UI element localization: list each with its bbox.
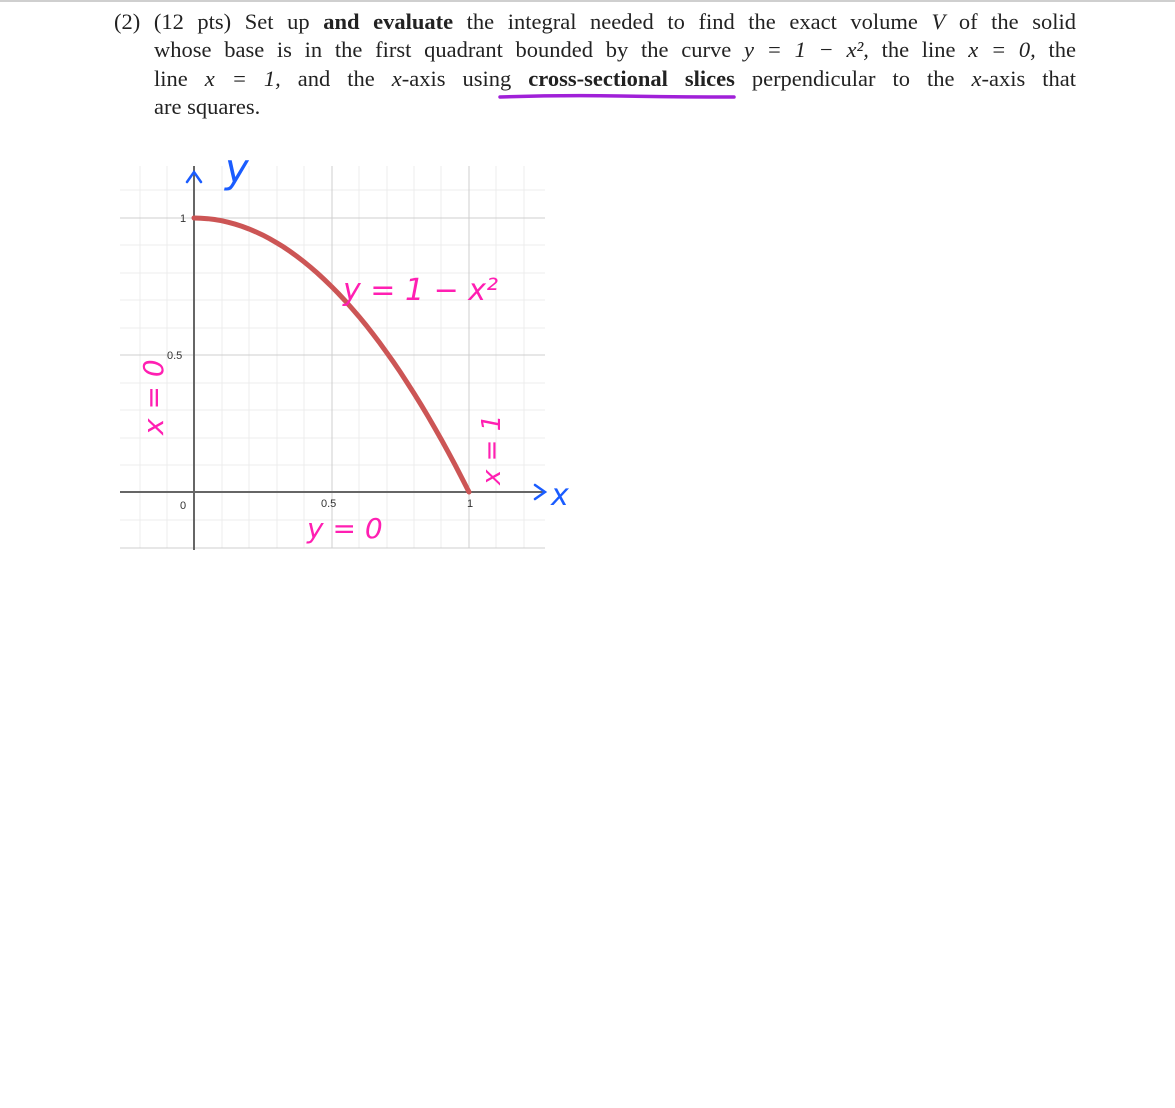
problem-number: (2) <box>114 9 141 34</box>
problem-points: (12 pts) <box>153 9 232 34</box>
right-bound-label: x = 1 <box>477 414 507 485</box>
graph-svg <box>115 130 635 570</box>
bold-cross-sectional-slices: cross-sectional slices <box>528 65 735 91</box>
tick-y-1: 1 <box>180 213 187 225</box>
y-axis-label: y <box>225 146 249 192</box>
x-axis-label: x <box>551 478 569 513</box>
purple-underline <box>500 96 734 97</box>
tick-x-1: 1 <box>467 498 474 510</box>
problem-line-3: line x = 1, and the x-axis using cross-sectional slices perpendicular to the x-axis that <box>154 65 1076 91</box>
left-bound-label: x = 0 <box>137 359 170 435</box>
problem-line-2: whose base is in the first quadrant bounded by the curve y = 1 − x², the line x = 0, the <box>154 37 1077 63</box>
graph-figure <box>115 130 635 570</box>
curve-equation: y = 1 − x², <box>743 37 882 63</box>
curve-label: y = 1 − x² <box>343 273 499 308</box>
tick-x-0.5: 0.5 <box>321 498 337 510</box>
tick-origin: 0 <box>180 500 187 512</box>
bottom-bound-label: y = 0 <box>307 512 383 545</box>
problem-line-4: are squares. <box>154 93 261 119</box>
bold-evaluate: and evaluate <box>323 9 454 34</box>
volume-variable: V <box>931 9 946 34</box>
line-x1: x = 1, <box>204 65 281 91</box>
line-x0: x = 0, <box>968 37 1036 63</box>
problem-line-1: (2) (12 pts) Set up and evaluate the integral needed to find the exact volume V of the solid <box>114 9 1077 34</box>
tick-y-0.5: 0.5 <box>167 350 183 362</box>
